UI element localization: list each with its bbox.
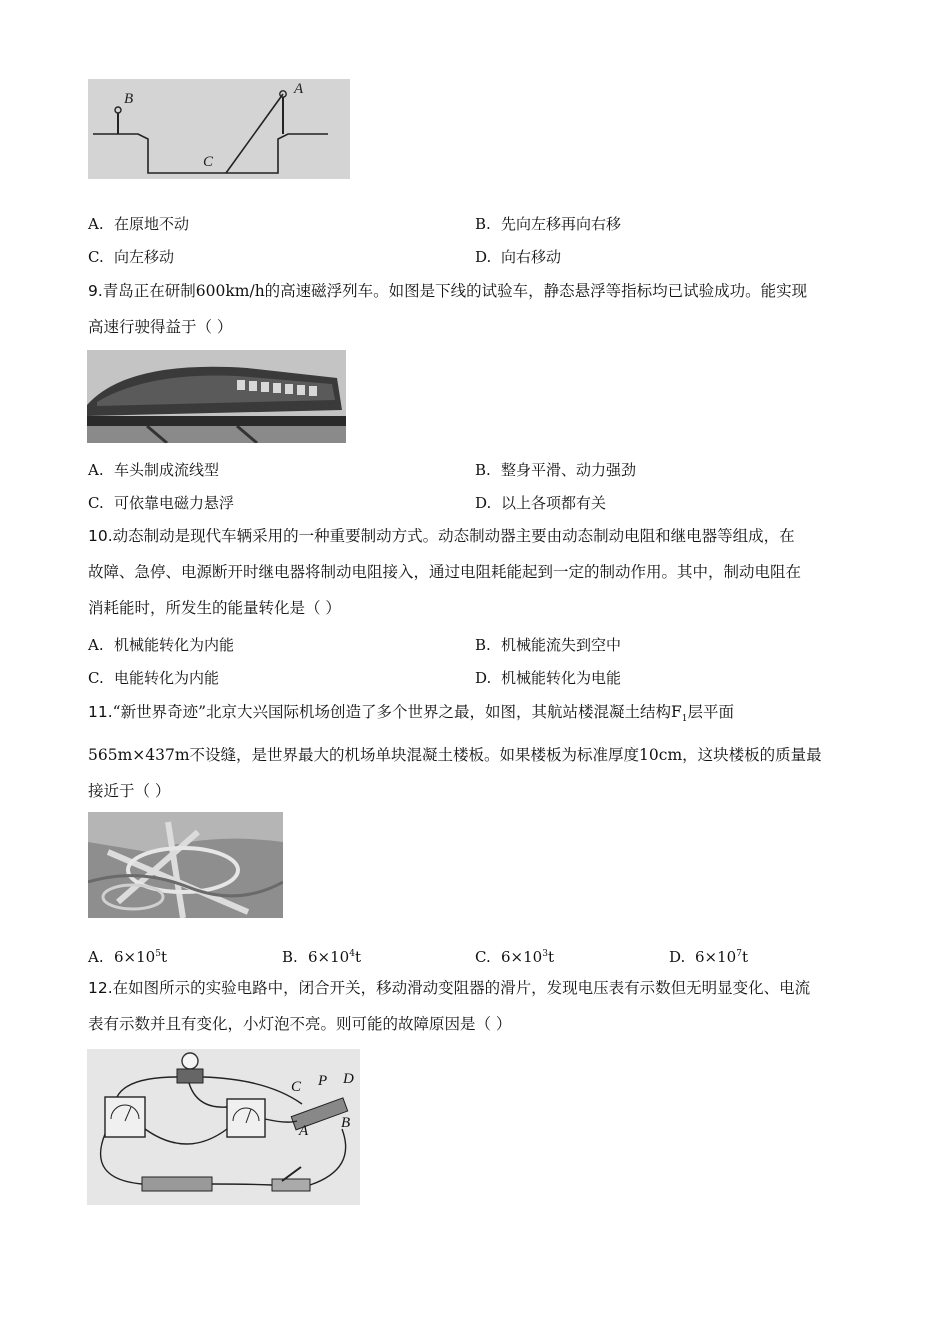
- option-text: 车头制成流线型: [114, 461, 220, 479]
- stem-line-2: 故障、急停、电源断开时继电器将制动电阻接入，通过电阻耗能起到一定的制动作用。其中，制动电阻在: [88, 563, 802, 581]
- option-label: B.: [475, 636, 491, 654]
- q11-option-c[interactable]: [475, 944, 554, 967]
- stem-line-1: 在如图所示的实验电路中，闭合开关，移动滑动变阻器的滑片，发现电压表有示数但无明显变化、电流: [112, 979, 811, 997]
- option-base: 6×10: [308, 948, 350, 966]
- option-exponent: 7: [736, 949, 742, 959]
- label-b: B: [124, 91, 134, 107]
- stem-line-2: 表有示数并且有变化，小灯泡不亮。则可能的故障原因是（ ）: [88, 1015, 512, 1033]
- option-base: 6×10: [114, 948, 156, 966]
- option-exponent: 5: [155, 949, 161, 959]
- q11-option-d[interactable]: [669, 944, 748, 967]
- q10-stem: [88, 518, 868, 626]
- stem-line-1: 动态制动是现代车辆采用的一种重要制动方式。动态制动器主要由动态制动电阻和继电器等组成，在: [112, 527, 795, 545]
- label-a: A: [294, 81, 304, 97]
- q8-option-d[interactable]: [475, 247, 561, 267]
- circuit-diagram-image: [87, 1049, 360, 1205]
- option-label: D.: [475, 494, 492, 512]
- option-text: 整身平滑、动力强劲: [501, 461, 637, 479]
- option-text: 机械能转化为电能: [501, 669, 622, 687]
- option-exponent: 4: [349, 949, 355, 959]
- q9-option-b[interactable]: [475, 460, 636, 480]
- label-c: C: [203, 154, 214, 170]
- stem-line-3: 接近于（ ）: [88, 782, 171, 801]
- label-a: A: [299, 1123, 309, 1139]
- q9-option-c[interactable]: [88, 493, 234, 513]
- stem-line-2: 565m×437m不设缝，是世界最大的机场单块混凝土楼板。如果楼板为标准厚度10cm，这块楼板的质量最: [88, 746, 822, 765]
- maglev-train-image: [87, 350, 346, 443]
- question-number: 10.: [88, 527, 113, 545]
- q8-option-b[interactable]: [475, 214, 621, 234]
- q8-figure: [88, 79, 350, 179]
- option-label: A.: [88, 461, 104, 479]
- option-text: 先向左移再向右移: [501, 215, 622, 233]
- option-label: C.: [88, 494, 104, 512]
- airport-aerial-image: [88, 812, 283, 918]
- option-label: A.: [88, 636, 104, 654]
- battery-icon: [142, 1177, 212, 1191]
- q10-option-a[interactable]: [88, 635, 234, 655]
- stem-line-1a: “新世界奇迹”北京大兴国际机场创造了多个世界之最，如图，其航站楼混凝土结构F: [112, 703, 682, 721]
- label-p: P: [318, 1073, 328, 1089]
- option-label: D.: [475, 248, 492, 266]
- question-number: 11.: [88, 703, 113, 721]
- q10-option-b[interactable]: [475, 635, 621, 655]
- question-number: 12.: [88, 979, 113, 997]
- option-text: 向右移动: [501, 248, 562, 266]
- option-unit: t: [160, 948, 167, 966]
- q9-stem: [88, 273, 868, 345]
- option-base: 6×10: [501, 948, 543, 966]
- option-base: 6×10: [695, 948, 737, 966]
- label-c: C: [291, 1079, 302, 1095]
- ammeter-icon: [227, 1099, 265, 1137]
- label-d: D: [343, 1071, 354, 1087]
- stem-line-1b: 层平面: [687, 703, 735, 721]
- subscript: 1: [681, 714, 688, 725]
- q12-stem: [88, 970, 868, 1042]
- option-unit: t: [547, 948, 554, 966]
- stem-line-1: 青岛正在研制600km/h的高速磁浮列车。如图是下线的试验车，静态悬浮等指标均已试验成功。能实现: [102, 282, 808, 300]
- q8-diagram: [88, 79, 350, 179]
- q8-option-a[interactable]: [88, 214, 189, 234]
- label-b: B: [341, 1115, 351, 1131]
- option-unit: t: [354, 948, 361, 966]
- option-label: B.: [475, 215, 491, 233]
- switch-icon: [272, 1179, 310, 1191]
- q11-option-a[interactable]: [88, 944, 167, 967]
- option-label: C.: [88, 669, 104, 687]
- question-number: 9.: [88, 282, 103, 300]
- option-label: A.: [88, 948, 104, 966]
- option-label: B.: [475, 461, 491, 479]
- option-text: 以上各项都有关: [501, 494, 607, 512]
- option-text: 电能转化为内能: [114, 669, 220, 687]
- option-label: B.: [282, 948, 298, 966]
- option-label: C.: [88, 248, 104, 266]
- q12-figure: [87, 1049, 360, 1205]
- q11-option-b[interactable]: [282, 944, 361, 967]
- option-text: 机械能流失到空中: [501, 636, 622, 654]
- q10-option-d[interactable]: [475, 668, 621, 688]
- option-label: C.: [475, 948, 491, 966]
- bulb-icon: [182, 1053, 198, 1069]
- q11-figure: [88, 812, 283, 918]
- option-text: 机械能转化为内能: [114, 636, 235, 654]
- q9-option-a[interactable]: [88, 460, 219, 480]
- stem-line-2: 高速行驶得益于（ ）: [88, 318, 233, 336]
- option-label: D.: [669, 948, 686, 966]
- stem-line-3: 消耗能时，所发生的能量转化是（ ）: [88, 599, 341, 617]
- option-label: A.: [88, 215, 104, 233]
- option-exponent: 3: [542, 949, 548, 959]
- q9-figure: [87, 350, 346, 443]
- q8-option-c[interactable]: [88, 247, 174, 267]
- q11-stem: [88, 694, 868, 809]
- option-text: 在原地不动: [114, 215, 190, 233]
- option-unit: t: [741, 948, 748, 966]
- q9-option-d[interactable]: [475, 493, 606, 513]
- q10-option-c[interactable]: [88, 668, 219, 688]
- rope-line: [226, 94, 283, 173]
- option-label: D.: [475, 669, 492, 687]
- option-text: 向左移动: [114, 248, 175, 266]
- option-text: 可依靠电磁力悬浮: [114, 494, 235, 512]
